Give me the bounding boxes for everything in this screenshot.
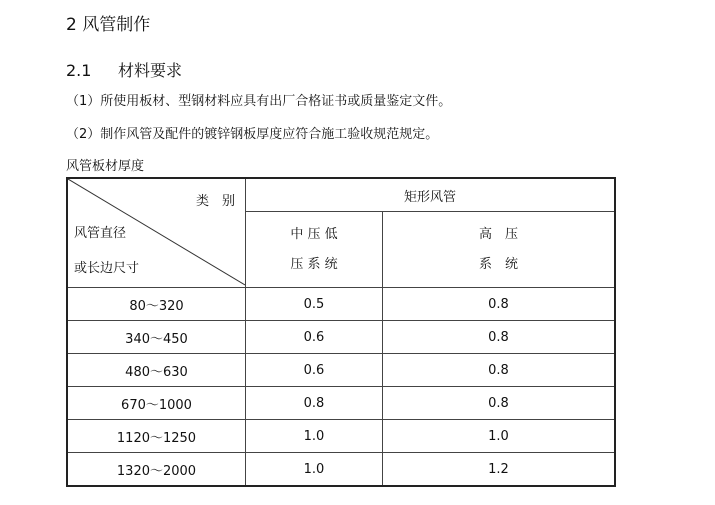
high-cell: 0.8	[383, 288, 616, 321]
size-cell: 480～630	[67, 354, 246, 387]
high-cell: 0.8	[383, 387, 616, 420]
heading-title: 风管制作	[82, 15, 151, 35]
size-cell: 80～320	[67, 288, 246, 321]
size-label-line1: 风管直径	[74, 226, 127, 241]
table-row	[67, 288, 615, 321]
section-heading	[66, 10, 150, 35]
low-cell: 0.5	[246, 288, 383, 321]
col-low-line2: 压 系 统	[290, 256, 338, 272]
low-cell: 1.0	[246, 453, 383, 487]
table-row	[67, 321, 615, 354]
size-cell: 670～1000	[67, 387, 246, 420]
table-row	[67, 387, 615, 420]
high-cell: 1.2	[383, 453, 616, 487]
col-high-line2: 系 统	[478, 256, 518, 272]
low-cell: 0.8	[246, 387, 383, 420]
high-cell: 0.8	[383, 354, 616, 387]
low-cell: 0.6	[246, 354, 383, 387]
size-label-line2: 或长边尺寸	[74, 261, 140, 276]
subsection-title: 材料要求	[118, 61, 183, 80]
col-high-line1: 高 压	[478, 226, 518, 242]
category-label: 类 别	[195, 194, 235, 209]
diagonal-header-cell	[67, 178, 246, 288]
table-row	[67, 420, 615, 453]
paragraph-2: （2）制作风管及配件的镀锌钢板厚度应符合施工验收规范规定。	[66, 127, 439, 142]
table-caption: 风管板材厚度	[66, 159, 145, 174]
col-header-low	[246, 212, 383, 288]
thickness-table	[66, 177, 616, 487]
paragraph-1: （1）所使用板材、型钢材料应具有出厂合格证书或质量鉴定文件。	[66, 94, 452, 109]
size-cell: 1320～2000	[67, 453, 246, 487]
subsection-number: 2.1	[66, 61, 92, 80]
subsection-heading	[66, 58, 182, 81]
heading-number: 2	[66, 15, 77, 35]
high-cell: 1.0	[383, 420, 616, 453]
high-cell: 0.8	[383, 321, 616, 354]
table-row	[67, 354, 615, 387]
col-low-line1: 中 压 低	[290, 226, 338, 242]
size-cell: 340～450	[67, 321, 246, 354]
low-cell: 0.6	[246, 321, 383, 354]
low-cell: 1.0	[246, 420, 383, 453]
table-row	[67, 453, 615, 487]
group-header: 矩形风管	[246, 178, 616, 212]
col-header-high	[383, 212, 616, 288]
size-cell: 1120～1250	[67, 420, 246, 453]
